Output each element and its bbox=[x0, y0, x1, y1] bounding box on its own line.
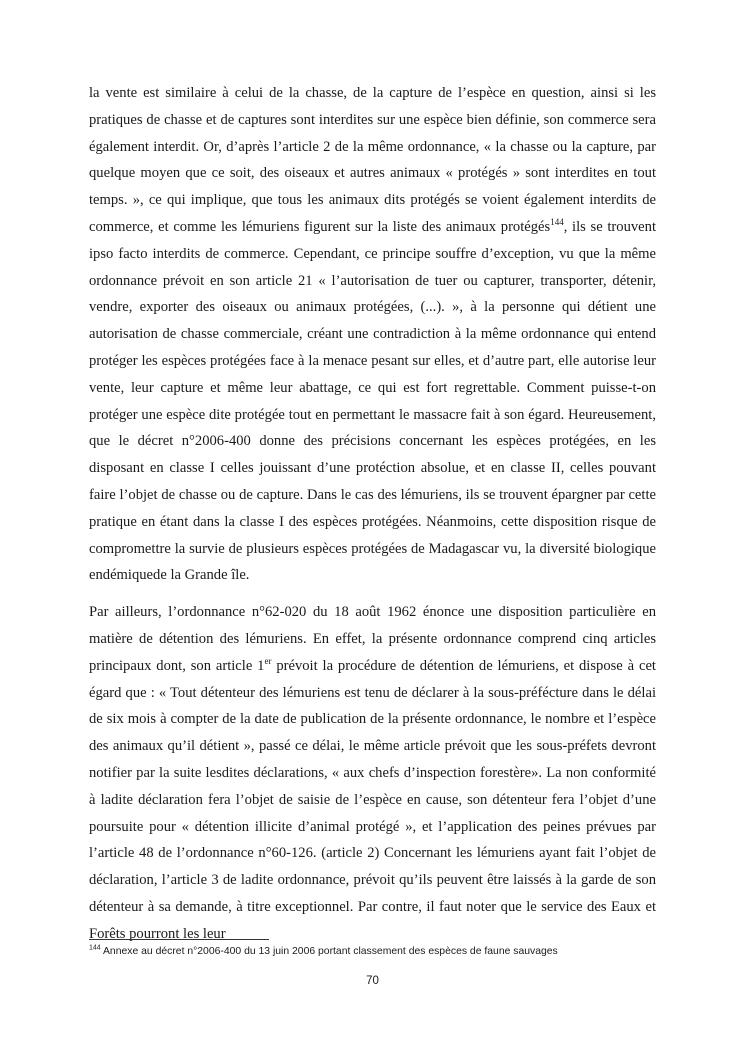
body-text bbox=[89, 80, 656, 948]
paragraph-1-part-1: la vente est similaire à celui de la chasse, de la capture de l’espèce en question, ainsi si les pratiques de chasse et de captures sont interdites sur une espèce bien définie, son commerce sera également interdit. Or, d’après l’article 2 de la même ordonnance, « la chasse ou la capture, par quelque moyen que ce soit, des oiseaux et autres animaux « protégés » sont interdites en tout temps. », ce qui implique, que tous les animaux dits protégés se voient également interdits de commerce, et comme les lémuriens figurent sur la liste des animaux protégés bbox=[89, 85, 656, 235]
ordinal-superscript: er bbox=[264, 655, 272, 666]
paragraph-2 bbox=[89, 599, 656, 947]
footnote-number: 144 bbox=[89, 944, 101, 952]
paragraph-1-part-2: , ils se trouvent ipso facto interdits de commerce. Cependant, ce principe souffre d’exception, vu que la même ordonnance prévoit en son article 21 « l’autorisation de tuer ou capturer, transporter, détenir, vendre, exporter des oiseaux ou animaux protégées, (...). », à la personne qui détient une autorisation de chasse commerciale, créant une contradiction à la même ordonnance qui entend protéger les espèces protégées face à la menace pesant sur elles, et d’autre part, elle autorise leur vente, leur capture et même leur abattage, ce qui est fort regrettable. Comment puisse-t-on protéger une espèce dite protégée tout en permettant le massacre fait à son égard. Heureusement, que le décret n°2006-400 donne des précisions concernant les espèces protégées, en les disposant en classe I celles jouissant d’une protéction absolue, et en classe II, celles pouvant faire l’objet de chasse ou de capture. Dans le cas des lémuriens, ils se trouvent épargner par cette pratique en étant dans la classe I des espèces protégées. Néanmoins, cette disposition risque de compromettre la survie de plusieurs espèces protégées de Madagascar vu, la diversité biologique endémiquede la Grande île. bbox=[89, 218, 656, 584]
footnote-text: Annexe au décret n°2006-400 du 13 juin 2006 portant classement des espèces de faune sauvages bbox=[100, 946, 558, 957]
page-number: 70 bbox=[366, 975, 379, 987]
paragraph-2-part-2: prévoit la procédure de détention de lémuriens, et dispose à cet égard que : « Tout détenteur des lémuriens est tenu de déclarer à la sous-préfécture dans le délai de six mois à compter de la date de publication de la présente ordonnance, le nombre et l’espèce des animaux qu’il détient », passé ce délai, le même article prévoit que les sous-préfets devront notifier par la suite lesdites déclarations, « aux chefs d’inspection forestère». La non conformité à ladite déclaration fera l’objet de saisie de l’espèce en cause, son détenteur fera l’objet d’une poursuite pour « détention illicite d’animal protégé », et l’application des peines prévues par l’article 48 de l’ordonnance n°60-126. (article 2) Concernant les lémuriens ayant fait l’objet de déclaration, l’article 3 de ladite ordonnance, prévoit qu’ils peuvent être laissés à la garde de son détenteur à sa demande, à titre exceptionnel. Par contre, il faut noter que le service des Eaux et Forêts pourront les leur bbox=[89, 657, 656, 942]
paragraph-2-part-1: Par ailleurs, l’ordonnance n°62-020 du 18 août 1962 énonce une disposition particulière en matière de détention des lémuriens. En effet, la présente ordonnance comprend cinq articles principaux dont, son article 1 bbox=[89, 604, 656, 674]
footnote bbox=[89, 945, 689, 959]
footnote-separator bbox=[89, 939, 269, 940]
footnote-reference: 144 bbox=[550, 217, 564, 228]
paragraph-1 bbox=[89, 80, 656, 589]
